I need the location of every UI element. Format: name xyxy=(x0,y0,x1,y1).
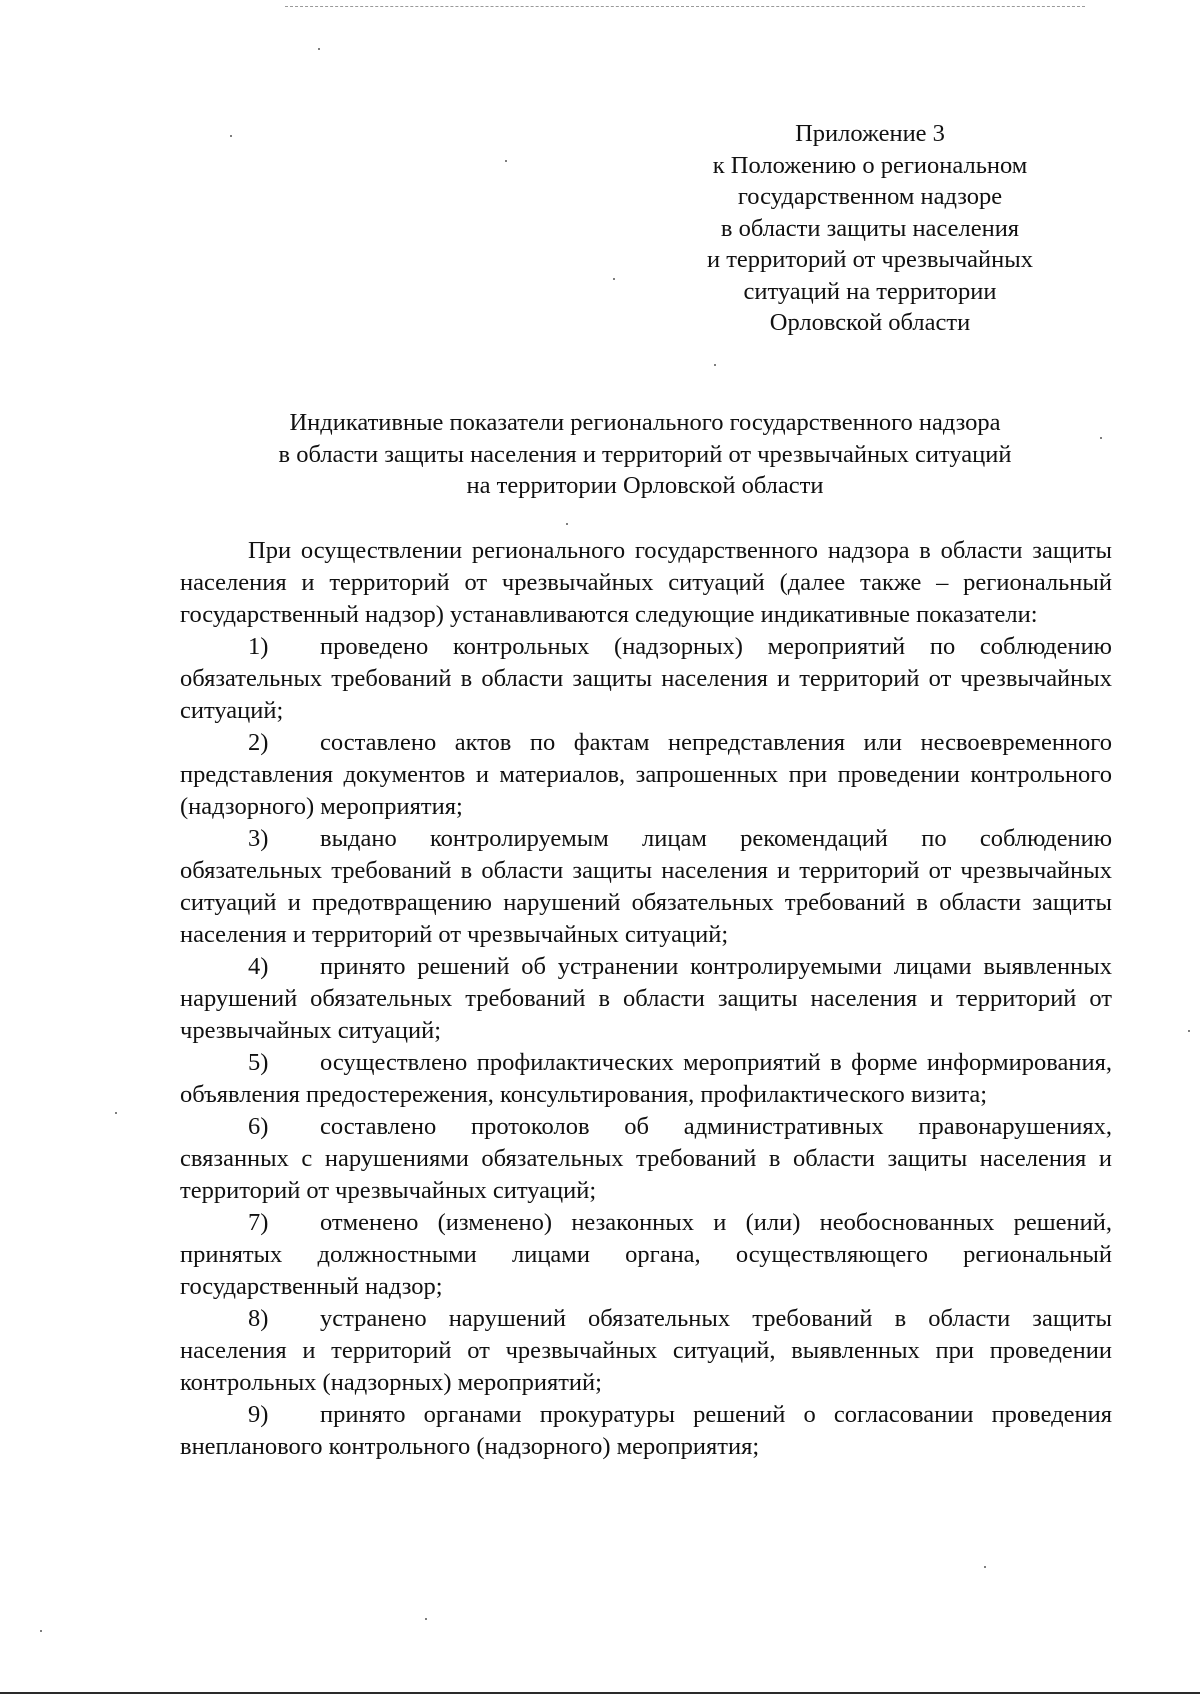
item-text: составлено актов по фактам непредставления или несвоевременного представления документов и материалов, запрошенных при проведении контрольного (надзорного) мероприятия; xyxy=(180,729,1112,820)
appendix-line: и территорий от чрезвычайных xyxy=(706,246,1033,273)
item-text: отменено (изменено) незаконных и (или) необоснованных решений, принятых должностными лицами органа, осуществляющего региональный государственный надзор; xyxy=(180,1209,1112,1300)
item-number: 5) xyxy=(248,1049,269,1076)
document-body xyxy=(180,535,1112,1463)
item-number: 1) xyxy=(248,633,269,660)
item-text: принято органами прокуратуры решений о согласовании проведения внепланового контрольного (надзорного) мероприятия; xyxy=(180,1401,1112,1460)
list-item xyxy=(180,1207,1112,1303)
item-number: 7) xyxy=(248,1209,269,1236)
item-number: 8) xyxy=(248,1305,269,1332)
appendix-header xyxy=(670,118,1070,339)
list-item xyxy=(180,631,1112,727)
scan-speck xyxy=(115,1112,117,1114)
scan-speck xyxy=(40,1630,42,1632)
item-number: 9) xyxy=(248,1401,269,1428)
appendix-line: к Положению о региональном xyxy=(712,151,1028,179)
item-number: 2) xyxy=(248,729,269,756)
scan-speck xyxy=(318,48,320,50)
scan-speck xyxy=(714,364,716,366)
item-text: выдано контролируемым лицам рекомендаций по соблюдению обязательных требований в области защиты населения и территорий от чрезвычайных ситуаций и предотвращению нарушений обязательных требований в области защиты населения и территорий от чрезвычайных ситуаций; xyxy=(180,825,1112,948)
item-number: 3) xyxy=(248,825,269,852)
list-item xyxy=(180,1303,1112,1399)
appendix-line: ситуаций на территории xyxy=(743,277,997,305)
scan-speck xyxy=(230,135,232,137)
title-line: на территории Орловской области xyxy=(466,472,824,499)
item-text: осуществлено профилактических мероприятий в форме информирования, объявления предостережения, консультирования, профилактического визита; xyxy=(180,1049,1112,1108)
list-item xyxy=(180,951,1112,1047)
item-text: составлено протоколов об административных правонарушениях, связанных с нарушениями обязательных требований в области защиты населения и территорий от чрезвычайных ситуаций; xyxy=(180,1113,1112,1204)
document-title xyxy=(180,407,1110,502)
appendix-line: в области защиты населения xyxy=(720,214,1020,242)
list-item xyxy=(180,727,1112,823)
list-item xyxy=(180,1047,1112,1111)
item-text: принято решений об устранении контролируемыми лицами выявленных нарушений обязательных требований в области защиты населения и территорий от чрезвычайных ситуаций; xyxy=(180,953,1112,1044)
title-line: в области защиты населения и территорий от чрезвычайных ситуаций xyxy=(278,440,1012,468)
list-item xyxy=(180,1111,1112,1207)
scan-edge-top xyxy=(285,6,1085,7)
item-text: проведено контрольных (надзорных) мероприятий по соблюдению обязательных требований в области защиты населения и территорий от чрезвычайных ситуаций; xyxy=(180,633,1112,724)
item-number: 6) xyxy=(248,1113,269,1140)
list-item xyxy=(180,823,1112,951)
scan-speck xyxy=(425,1618,427,1620)
appendix-line: Приложение 3 xyxy=(795,120,945,147)
scan-speck xyxy=(1188,1030,1190,1032)
scan-speck xyxy=(505,160,507,162)
scan-edge-bottom xyxy=(0,1692,1200,1694)
list-item xyxy=(180,1399,1112,1463)
item-number: 4) xyxy=(248,953,269,980)
appendix-line: государственном надзоре xyxy=(737,183,1003,210)
scan-speck xyxy=(566,523,568,525)
scan-speck xyxy=(984,1566,986,1568)
appendix-line: Орловской области xyxy=(769,309,971,336)
scan-speck xyxy=(613,278,615,280)
title-line: Индикативные показатели регионального государственного надзора xyxy=(289,409,1001,436)
intro-paragraph: При осуществлении регионального государственного надзора в области защиты населения и территорий от чрезвычайных ситуаций (далее также – региональный государственный надзор) устанавливаются следующие индикативные показатели: xyxy=(180,537,1112,628)
item-text: устранено нарушений обязательных требований в области защиты населения и территорий от чрезвычайных ситуаций, выявленных при проведении контрольных (надзорных) мероприятий; xyxy=(180,1305,1112,1396)
